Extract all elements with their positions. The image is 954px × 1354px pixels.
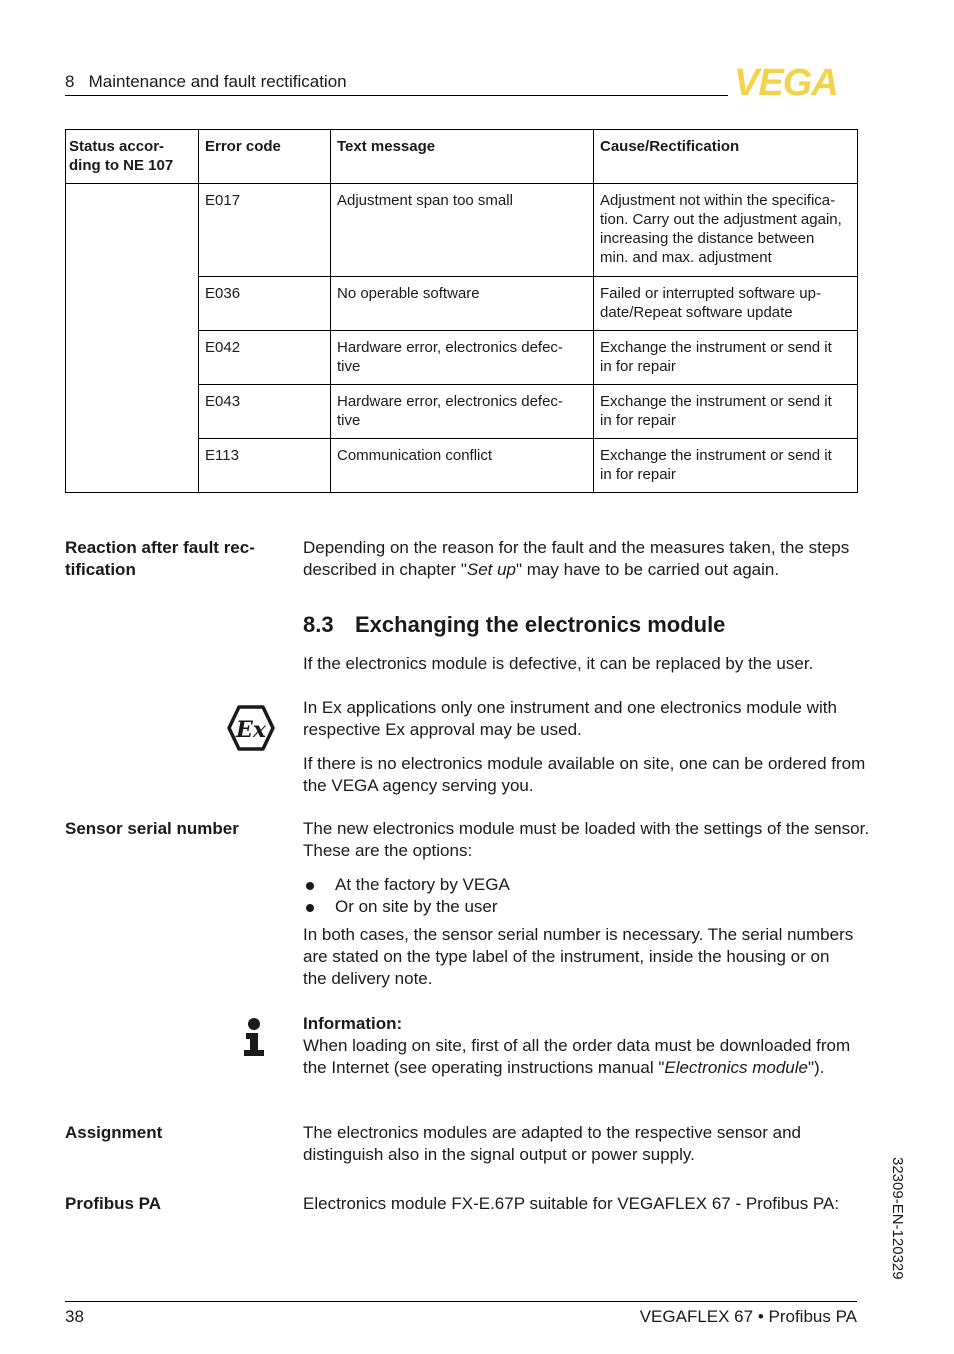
profibus-text: Electronics module FX-E.67P suitable for VEGAFLEX 67 - Profibus PA: xyxy=(303,1194,840,1213)
ex-paragraph: In Ex applications only one instrument and one electronics module with respective Ex approval may be used. xyxy=(303,698,837,739)
bullet-icon xyxy=(306,882,314,890)
header-rule xyxy=(65,95,728,96)
error-code-cell: E017 xyxy=(199,184,331,277)
assignment-text: The electronics modules are adapted to the respective sensor and distinguish also in the signal output or power supply. xyxy=(303,1123,802,1164)
serial-text: The new electronics module must be loaded with the settings of the sensor. These are the options: xyxy=(303,819,870,860)
info-text: When loading on site, first of all the order data must be downloaded from the Internet (see operating instructions manual "Electronics module"). xyxy=(303,1036,851,1077)
section-title: Exchanging the electronics module xyxy=(355,612,726,637)
order-paragraph: If there is no electronics module available on site, one can be ordered from the VEGA agency serving you. xyxy=(303,754,866,795)
text-message-cell: Hardware error, electronics defec- tive xyxy=(331,331,594,385)
info-heading: Information: xyxy=(303,1014,403,1033)
section-heading xyxy=(303,612,725,638)
profibus-label: Profibus PA xyxy=(65,1194,162,1213)
page-number: 38 xyxy=(65,1307,84,1326)
footer-product: VEGAFLEX 67 • Profibus PA xyxy=(639,1307,857,1326)
info-note xyxy=(303,1013,863,1079)
vega-logo xyxy=(734,64,858,103)
col-header-error-code: Error code xyxy=(199,130,331,184)
footer-rule xyxy=(65,1301,857,1302)
error-code-table xyxy=(65,129,858,493)
text-message-cell: Hardware error, electronics defec- tive xyxy=(331,385,594,439)
col-header-status: Status accor- ding to NE 107 xyxy=(66,130,199,184)
table-header-row xyxy=(66,130,858,184)
error-code-cell: E043 xyxy=(199,385,331,439)
text-message-cell: No operable software xyxy=(331,277,594,331)
ex-hexagon-icon xyxy=(227,705,275,756)
cause-cell: Adjustment not within the specifica- tion. Carry out the adjustment again, increasing the distance between min. and max. adjustment xyxy=(594,184,858,277)
table-row xyxy=(66,184,858,277)
error-code-cell: E036 xyxy=(199,277,331,331)
cause-cell: Exchange the instrument or send it in for repair xyxy=(594,385,858,439)
cause-cell: Exchange the instrument or send it in for repair xyxy=(594,439,858,493)
section-intro: If the electronics module is defective, it can be replaced by the user. xyxy=(303,654,814,673)
options-list xyxy=(303,874,510,918)
status-cell xyxy=(66,184,199,493)
reaction-text: Depending on the reason for the fault and the measures taken, the steps described in chapter "Set up" may have to be carried out again. xyxy=(303,538,850,579)
section-number: 8.3 xyxy=(303,612,334,637)
list-item: At the factory by VEGA xyxy=(303,874,510,896)
serial-text-2: In both cases, the sensor serial number is necessary. The serial numbers are stated on the type label of the instrument, inside the housing or on the delivery note. xyxy=(303,925,854,988)
error-code-cell: E042 xyxy=(199,331,331,385)
col-header-cause: Cause/Rectification xyxy=(594,130,858,184)
serial-label: Sensor serial number xyxy=(65,819,239,838)
svg-text:Ex: Ex xyxy=(236,717,266,743)
svg-text:VEGA: VEGA xyxy=(734,64,838,98)
text-message-cell: Communication conflict xyxy=(331,439,594,493)
document-id: 32309-EN-120329 xyxy=(889,1157,906,1280)
assignment-label: Assignment xyxy=(65,1123,163,1142)
error-code-cell: E113 xyxy=(199,439,331,493)
bullet-icon xyxy=(306,904,314,912)
running-header: 8 Maintenance and fault rectification xyxy=(65,72,347,91)
cause-cell: Failed or interrupted software up- date/Repeat software update xyxy=(594,277,858,331)
cause-cell: Exchange the instrument or send it in for repair xyxy=(594,331,858,385)
list-item: Or on site by the user xyxy=(303,896,510,918)
info-icon xyxy=(240,1016,268,1063)
text-message-cell: Adjustment span too small xyxy=(331,184,594,277)
col-header-text-message: Text message xyxy=(331,130,594,184)
reaction-label: Reaction after fault rec- tification xyxy=(65,538,255,579)
